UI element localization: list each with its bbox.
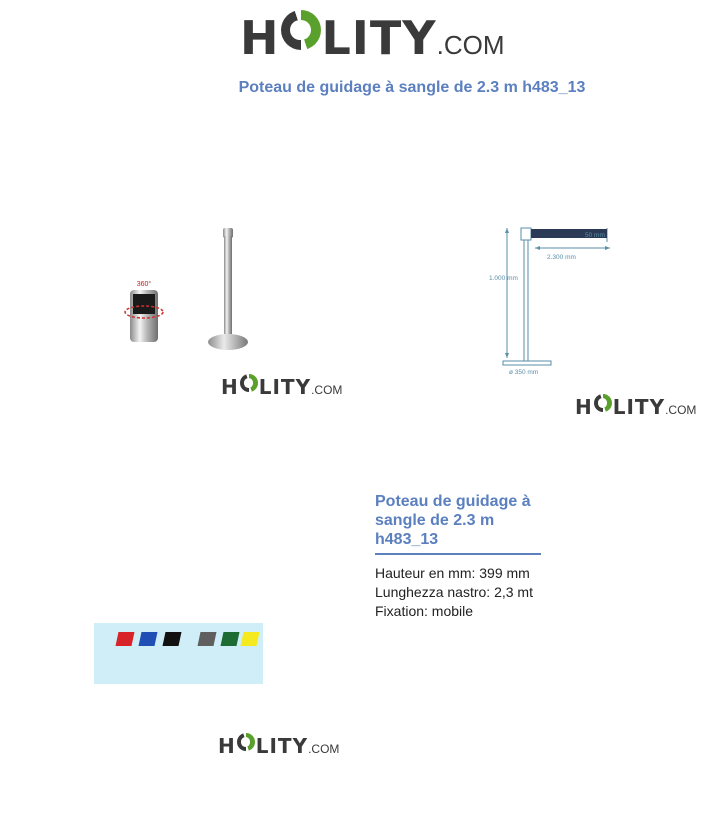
- logo-letter-h: H: [218, 734, 236, 758]
- logo-o-icon: [281, 10, 321, 50]
- spec-fixation: Fixation: mobile: [375, 603, 474, 619]
- dim-base: ø 350 mm: [509, 369, 539, 376]
- logo-o-icon: [237, 733, 255, 751]
- color-swatches: [94, 623, 263, 684]
- head-detail: [125, 280, 163, 342]
- rotation-label: 360°: [136, 281, 152, 288]
- swatch-black: [163, 632, 182, 646]
- logo-text: LITY: [255, 734, 309, 758]
- dim-strap-length: 2.300 mm: [547, 254, 576, 261]
- logo-letter-h: H: [240, 11, 280, 65]
- product-photo: [110, 220, 260, 360]
- swatch-red: [116, 632, 135, 646]
- logo-tld: .COM: [665, 403, 697, 417]
- logo-o-icon: [594, 394, 612, 412]
- logo-text: LITY: [258, 375, 312, 399]
- watermark-logo-3: [218, 734, 339, 758]
- logo-letter-h: H: [575, 395, 593, 419]
- spec-height: Hauteur en mm: 399 mm: [375, 565, 530, 581]
- logo-letter-h: H: [221, 375, 239, 399]
- logo-tld: .COM: [311, 383, 343, 397]
- dim-height: 1.000 mm: [489, 275, 518, 282]
- technical-drawing: [485, 222, 625, 382]
- swatch-yellow: [241, 632, 260, 646]
- dim-strap-width: 50 mm: [585, 232, 605, 239]
- watermark-logo-2: [575, 395, 696, 419]
- spec-strap-length: Lunghezza nastro: 2,3 mt: [375, 584, 533, 600]
- logo-text: LITY: [612, 395, 666, 419]
- title-divider: [375, 553, 541, 555]
- logo-text: LITY: [321, 11, 437, 65]
- logo-tld: .COM: [308, 742, 340, 756]
- watermark-logo-1: [221, 375, 342, 399]
- swatch-gray: [198, 632, 217, 646]
- logo-o-icon: [240, 374, 258, 392]
- swatch-green: [221, 632, 240, 646]
- swatch-blue: [139, 632, 158, 646]
- site-logo[interactable]: [240, 12, 505, 64]
- logo-tld: .COM: [436, 30, 505, 60]
- page-title: Poteau de guidage à sangle de 2.3 m h483_13: [238, 79, 586, 96]
- product-title: Poteau de guidage à sangle de 2.3 m h483_13: [375, 493, 531, 548]
